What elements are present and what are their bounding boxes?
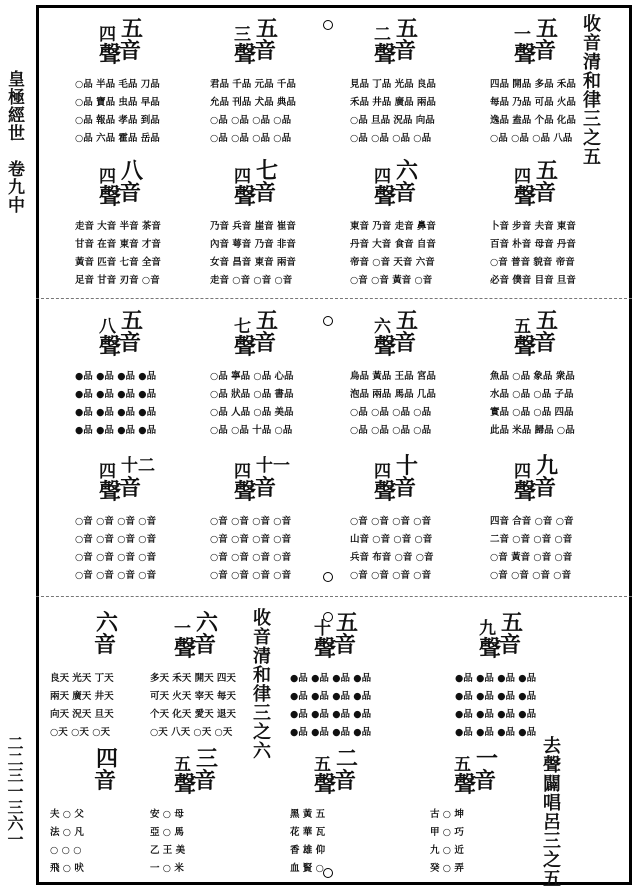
table-row: 向天 況天 旦天: [50, 709, 114, 720]
header-b: 七: [234, 317, 251, 337]
table-row: ○品 ○品 ○品 ○品: [350, 425, 432, 436]
cell-rows: [490, 513, 574, 585]
header-b: 六: [374, 317, 391, 337]
header-b: 一: [174, 619, 191, 639]
table-row: ○品 ○品 ○品 ○品: [350, 407, 432, 418]
table-row: 每品 乃品 可品 火品: [490, 97, 576, 108]
table-row: ○品 六品 霍品 岳品: [75, 133, 160, 144]
table-row: ○音 ○音 ○音 ○音: [210, 552, 292, 563]
header-a: 五: [256, 16, 279, 42]
table-row: ●品 ●品 ●品 ●品: [75, 425, 157, 436]
cell-rows: [490, 368, 575, 440]
header-b: 二: [374, 25, 391, 45]
table-row: 甘音 在音 東音 才音: [75, 239, 161, 250]
table-row: 東音 乃音 走音 鼻音: [350, 221, 436, 232]
cell-rows: [350, 513, 434, 585]
table-row: ○音 ○音 ○音 ○音: [210, 516, 292, 527]
table-row: ○音 ○音 黃音 ○音: [350, 275, 433, 286]
table-row: 帝音 ○音 天音 六音: [350, 257, 435, 268]
header-d: 聲: [374, 184, 397, 210]
table-row: 魚品 ○品 象品 衆品: [490, 371, 575, 382]
header-c: 音: [94, 632, 117, 658]
header-c: 音: [534, 38, 557, 64]
section-divider: [36, 596, 632, 597]
header-a: 十一: [256, 456, 290, 476]
table-row: 山音 ○音 ○音 ○音: [350, 534, 433, 545]
header-d: 聲: [514, 479, 537, 505]
cell-rows: [210, 218, 296, 290]
cell-rows: [290, 670, 371, 742]
header-a: 八: [121, 158, 144, 184]
header-a: 五: [536, 158, 559, 184]
table-row: ○品 旦品 況品 向品: [350, 115, 435, 126]
table-row: ○音 黃音 ○音 ○音: [490, 552, 573, 563]
table-row: ○音 ○音 ○音 ○音: [75, 570, 157, 581]
table-row: 內音 萼音 乃音 非音: [210, 239, 296, 250]
table-row: ●品 ●品 ●品 ●品: [455, 691, 537, 702]
table-row: ●品 ●品 ●品 ●品: [290, 691, 372, 702]
header-a: 六: [396, 158, 419, 184]
header-a: 五: [121, 16, 144, 42]
header-b: 四: [99, 25, 116, 45]
table-row: 百音 朴音 母音 丹音: [490, 239, 576, 250]
header-d: 聲: [454, 772, 477, 798]
table-row: ○音 ○音 ○音 ○音: [75, 534, 157, 545]
table-row: 四音 合音 ○音 ○音: [490, 516, 574, 527]
table-row: ○品 ○品 十品 ○品: [210, 425, 293, 436]
table-row: ●品 ●品 ●品 ●品: [290, 673, 372, 684]
header-b: 五: [514, 317, 531, 337]
table-row: 烏品 黃品 王品 宮品: [350, 371, 436, 382]
table-row: 癸 ○ 弄: [430, 863, 464, 874]
header-c: 音: [119, 330, 142, 356]
header-b: 五: [454, 755, 471, 775]
cell-rows: [75, 513, 156, 585]
header-d: 聲: [374, 334, 397, 360]
table-row: ○品 報品 孝品 到品: [75, 115, 160, 126]
table-row: 夫 ○ 父: [50, 809, 84, 820]
header-a: 十: [396, 453, 419, 479]
table-row: ○品 狀品 ○品 書品: [210, 389, 294, 400]
table-row: ○ ○ ○: [50, 845, 82, 856]
table-row: 乙 王 美: [150, 845, 186, 856]
header-b: 四: [99, 462, 116, 482]
header-d: 聲: [99, 334, 122, 360]
header-d: 聲: [174, 772, 197, 798]
table-row: ○音 ○音 ○音 ○音: [75, 552, 157, 563]
header-b: 五: [174, 755, 191, 775]
section-3-title: 去聲闢唱呂三之五: [540, 736, 561, 888]
table-row: 一 ○ 米: [150, 863, 184, 874]
table-row: 足音 甘音 刃音 ○音: [75, 275, 160, 286]
cell-rows: [350, 368, 436, 440]
table-row: ○音 ○音 ○音 ○音: [75, 516, 157, 527]
header-c: 音: [94, 768, 117, 794]
header-b: 四: [234, 462, 251, 482]
table-row: 禾品 井品 廣品 兩品: [350, 97, 436, 108]
header-c: 音: [194, 768, 217, 794]
table-row: 逸品 盍品 个品 化品: [490, 115, 576, 126]
table-row: ●品 ●品 ●品 ●品: [455, 673, 537, 684]
table-row: 允品 刊品 犬品 典品: [210, 97, 296, 108]
header-d: 聲: [374, 479, 397, 505]
header-d: 聲: [374, 42, 397, 68]
header-c: 音: [254, 475, 277, 501]
header-d: 聲: [234, 334, 257, 360]
table-row: 良天 光天 丁天: [50, 673, 114, 684]
header-d: 聲: [234, 42, 257, 68]
header-a: 五: [396, 308, 419, 334]
margin-page-number: 二二三一三六一: [5, 735, 24, 847]
cell-rows: [150, 670, 236, 742]
section-1-title: 收音清和律三之五: [580, 14, 601, 166]
header-a: 一: [476, 746, 499, 772]
header-c: 音: [119, 180, 142, 206]
header-c: 音: [474, 768, 497, 794]
header-b: 四: [234, 167, 251, 187]
header-d: 聲: [514, 42, 537, 68]
table-row: 安 ○ 母: [150, 809, 184, 820]
header-b: 八: [99, 317, 116, 337]
binding-hole: [323, 316, 333, 326]
header-a: 五: [536, 16, 559, 42]
table-row: 九 ○ 近: [430, 845, 464, 856]
cell-rows: [350, 218, 436, 290]
header-d: 聲: [234, 479, 257, 505]
binding-hole: [323, 572, 333, 582]
table-row: 黃音 匹音 七音 全音: [75, 257, 161, 268]
table-row: 血 賢 ○: [290, 863, 324, 874]
table-row: ●品 ●品 ●品 ●品: [455, 709, 537, 720]
table-row: ●品 ●品 ●品 ●品: [75, 371, 157, 382]
table-row: ○品 寧品 ○品 心品: [210, 371, 294, 382]
table-row: ○音 ○音 ○音 ○音: [210, 534, 292, 545]
header-c: 音: [394, 38, 417, 64]
table-row: 泡品 兩品 馬品 几品: [350, 389, 436, 400]
header-d: 聲: [99, 479, 122, 505]
table-row: ○品 ○品 ○品 ○品: [210, 133, 292, 144]
cell-rows: [150, 806, 185, 878]
binding-hole: [323, 20, 333, 30]
table-row: 甲 ○ 巧: [430, 827, 464, 838]
table-row: 乃音 兵音 崖音 崔音: [210, 221, 296, 232]
table-row: 香 雄 仰: [290, 845, 326, 856]
header-d: 聲: [314, 772, 337, 798]
header-b: 四: [514, 167, 531, 187]
header-c: 音: [534, 180, 557, 206]
header-d: 聲: [514, 334, 537, 360]
header-a: 五: [396, 16, 419, 42]
cell-rows: [210, 76, 296, 148]
header-b: 一: [514, 25, 531, 45]
header-b: 四: [99, 167, 116, 187]
header-c: 音: [119, 475, 142, 501]
section-divider: [36, 298, 632, 299]
cell-rows: [50, 806, 84, 878]
table-row: ○音 ○音 ○音 ○音: [490, 570, 572, 581]
header-a: 三: [196, 746, 219, 772]
section-2-title: 收音清和律三之六: [250, 608, 271, 760]
table-row: ●品 ●品 ●品 ●品: [455, 727, 537, 738]
header-c: 音: [334, 768, 357, 794]
table-row: 二音 ○音 ○音 ○音: [490, 534, 573, 545]
header-a: 十二: [121, 456, 155, 476]
table-row: ○音 ○音 ○音 ○音: [210, 570, 292, 581]
cell-rows: [430, 806, 464, 878]
margin-title: 皇極經世 卷九中: [4, 70, 24, 214]
cell-rows: [75, 368, 156, 440]
table-row: ●品 ●品 ●品 ●品: [290, 727, 372, 738]
header-a: 四: [96, 746, 119, 772]
table-row: ○品 ○品 ○品 八品: [490, 133, 573, 144]
table-row: 卜音 步音 夫音 東音: [490, 221, 576, 232]
header-c: 音: [499, 632, 522, 658]
table-row: ●品 ●品 ●品 ●品: [75, 389, 157, 400]
header-b: 三: [234, 25, 251, 45]
header-d: 聲: [234, 184, 257, 210]
header-a: 五: [536, 308, 559, 334]
header-c: 音: [254, 38, 277, 64]
header-d: 聲: [314, 636, 337, 662]
header-c: 音: [394, 180, 417, 206]
header-c: 音: [534, 475, 557, 501]
header-b: 九: [479, 619, 496, 639]
header-a: 五: [256, 308, 279, 334]
table-row: ○天 ○天 ○天: [50, 727, 110, 738]
table-row: ○品 ○品 ○品 ○品: [210, 115, 292, 126]
header-b: 四: [374, 462, 391, 482]
table-row: ○品 ○品 ○品 ○品: [350, 133, 432, 144]
table-row: 君品 千品 元品 千品: [210, 79, 296, 90]
table-row: ○品 半品 毛品 刀品: [75, 79, 160, 90]
header-d: 聲: [99, 42, 122, 68]
header-c: 音: [254, 180, 277, 206]
table-row: 見品 丁品 光品 良品: [350, 79, 436, 90]
table-row: 亞 ○ 馬: [150, 827, 184, 838]
table-row: 必音 僕音 目音 旦音: [490, 275, 576, 286]
table-row: 此品 米品 歸品 ○品: [490, 425, 575, 436]
header-c: 音: [194, 632, 217, 658]
table-row: 黑 黃 五: [290, 809, 326, 820]
cell-rows: [75, 76, 160, 148]
cell-rows: [50, 670, 114, 742]
header-c: 音: [534, 330, 557, 356]
table-row: ●品 ●品 ●品 ●品: [75, 407, 157, 418]
header-a: 六: [196, 610, 219, 636]
table-row: 可天 火天 宰天 每天: [150, 691, 236, 702]
header-a: 九: [536, 453, 559, 479]
cell-rows: [490, 76, 576, 148]
table-row: ○天 八天 ○天 ○天: [150, 727, 233, 738]
header-a: 五: [121, 308, 144, 334]
header-d: 聲: [99, 184, 122, 210]
table-row: 四品 開品 多品 禾品: [490, 79, 576, 90]
header-c: 音: [119, 38, 142, 64]
header-a: 七: [256, 158, 279, 184]
table-row: 實品 ○品 ○品 四品: [490, 407, 574, 418]
table-row: 飛 ○ 吠: [50, 863, 84, 874]
table-row: ○品 寶品 虫品 早品: [75, 97, 160, 108]
table-row: 个天 化天 愛天 退天: [150, 709, 236, 720]
table-row: 花 華 瓦: [290, 827, 326, 838]
cell-rows: [490, 218, 576, 290]
table-row: 法 ○ 凡: [50, 827, 84, 838]
header-c: 音: [394, 475, 417, 501]
header-b: 四: [514, 462, 531, 482]
header-a: 六: [96, 610, 119, 636]
header-c: 音: [394, 330, 417, 356]
cell-rows: [290, 806, 325, 878]
cell-rows: [75, 218, 161, 290]
header-d: 聲: [174, 636, 197, 662]
table-row: ○音 ○音 ○音 ○音: [350, 516, 432, 527]
cell-rows: [455, 670, 536, 742]
table-row: 水品 ○品 ○品 子品: [490, 389, 574, 400]
header-b: 五: [314, 755, 331, 775]
table-row: 兩天 廣天 井天: [50, 691, 114, 702]
table-row: ○品 人品 ○品 美品: [210, 407, 294, 418]
table-row: ○音 ○音 ○音 ○音: [350, 570, 432, 581]
header-c: 音: [334, 632, 357, 658]
header-d: 聲: [514, 184, 537, 210]
header-c: 音: [254, 330, 277, 356]
header-a: 五: [336, 610, 359, 636]
cell-rows: [350, 76, 436, 148]
header-a: 二: [336, 746, 359, 772]
table-row: ○音 普音 貌音 帝音: [490, 257, 575, 268]
cell-rows: [210, 513, 291, 585]
table-row: 古 ○ 坤: [430, 809, 464, 820]
table-row: ●品 ●品 ●品 ●品: [290, 709, 372, 720]
header-a: 五: [501, 610, 524, 636]
table-row: 走音 ○音 ○音 ○音: [210, 275, 293, 286]
cell-rows: [210, 368, 294, 440]
header-b: 十: [314, 619, 331, 639]
header-b: 四: [374, 167, 391, 187]
table-row: 兵音 布音 ○音 ○音: [350, 552, 434, 563]
table-row: 多天 禾天 開天 四天: [150, 673, 236, 684]
table-row: 女音 昌音 東音 兩音: [210, 257, 296, 268]
header-d: 聲: [479, 636, 502, 662]
table-row: 走音 大音 半音 茶音: [75, 221, 161, 232]
table-row: 丹音 大音 食音 自音: [350, 239, 436, 250]
